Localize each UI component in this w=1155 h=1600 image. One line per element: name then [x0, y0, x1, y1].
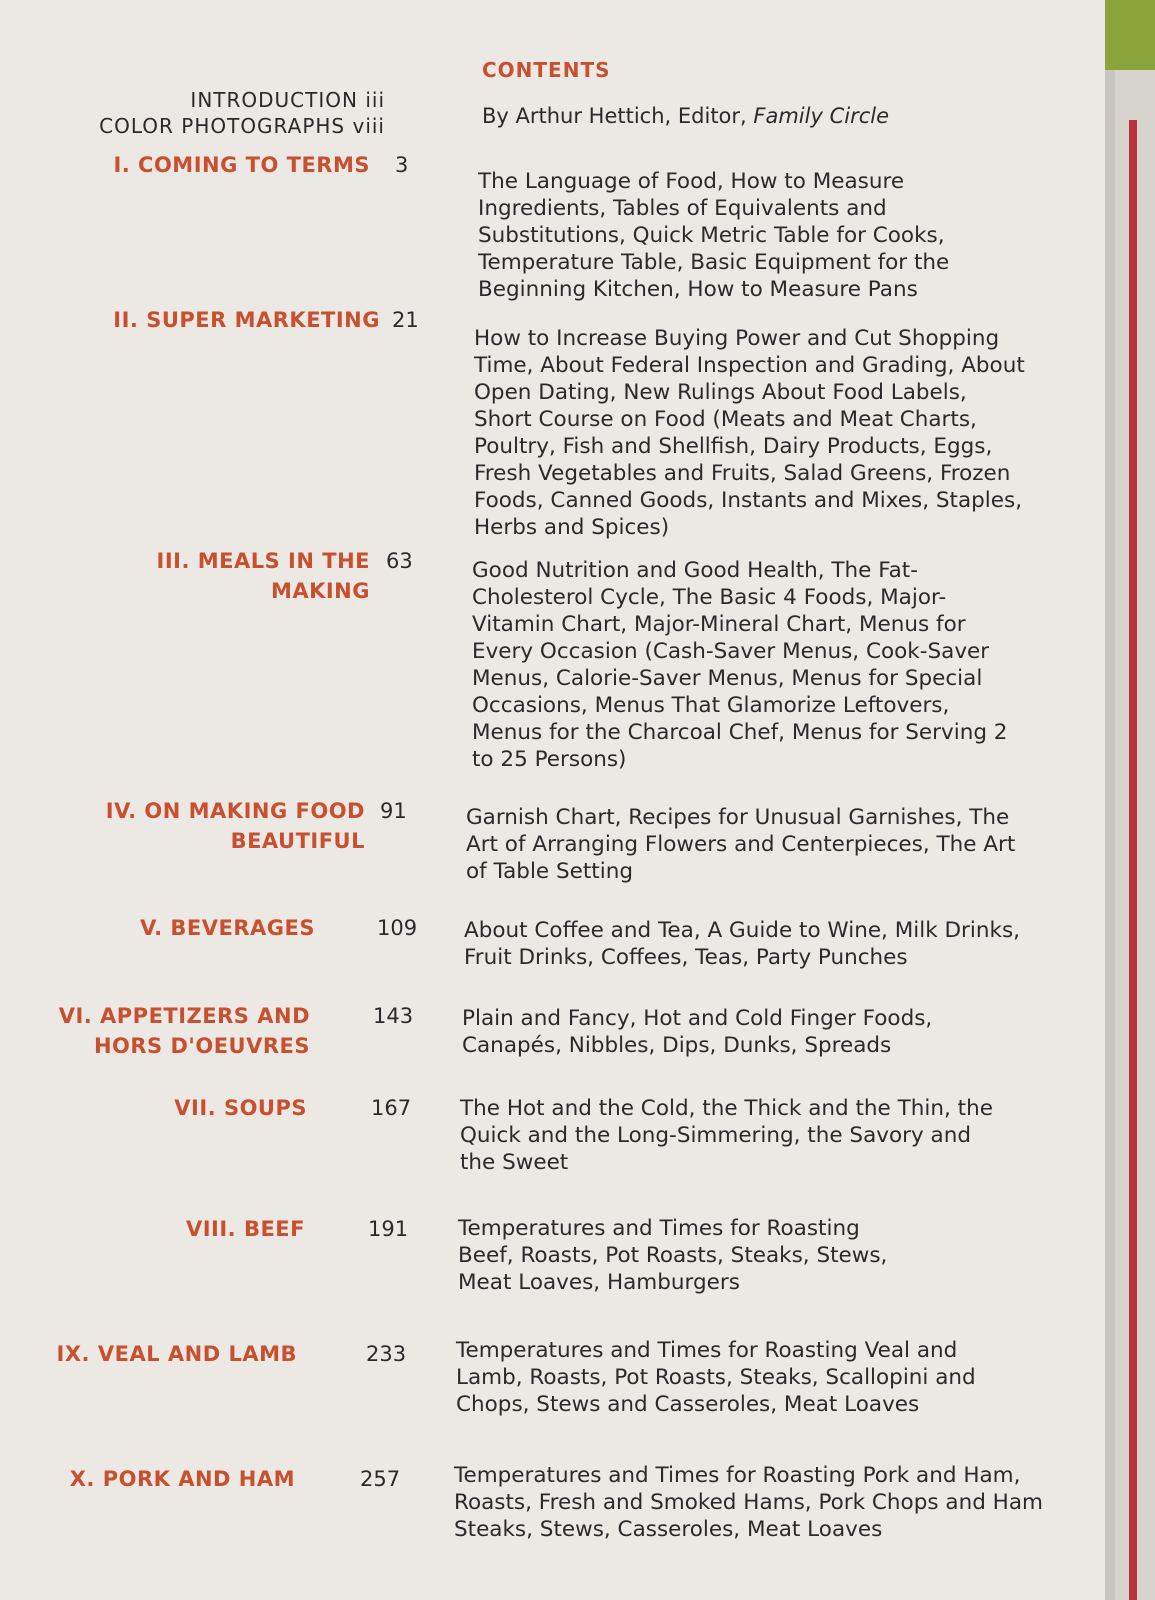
chapter-description: Garnish Chart, Recipes for Unusual Garnishes, The Art of Arranging Flowers and Centerpieces, The Art of Table Setting: [466, 805, 1016, 884]
chapter-page: 21: [392, 308, 419, 332]
chapter-page: 109: [377, 916, 418, 940]
chapter-page: 257: [360, 1467, 401, 1491]
chapter-title: VII. SOUPS: [174, 1096, 307, 1120]
chapter-title: III. MEALS IN THE MAKING: [156, 549, 370, 603]
chapter-title: IX. VEAL AND LAMB: [56, 1342, 297, 1366]
chapter-title: X. PORK AND HAM: [69, 1467, 295, 1491]
chapter-description: Temperatures and Times for Roasting Pork and Ham, Roasts, Fresh and Smoked Hams, Pork Chops and Ham Steaks, Stews, Casseroles, Meat Loaves: [454, 1463, 1043, 1542]
chapter-title: VI. APPETIZERS AND HORS D'OEUVRES: [58, 1004, 310, 1058]
front-matter-color-photographs: COLOR PHOTOGRAPHS viii: [99, 114, 385, 138]
chapter-page: 143: [373, 1004, 414, 1028]
book-spine: [1129, 120, 1137, 1600]
front-matter-introduction: INTRODUCTION iii: [190, 88, 385, 112]
chapter-title: VIII. BEEF: [185, 1217, 305, 1241]
chapter-description: How to Increase Buying Power and Cut Shopping Time, About Federal Inspection and Grading, About Open Dating, New Rulings About Food Labels, Short Course on Food (Meats and Meat Charts, Poultry, Fish and Shellfish, Dairy Products, Eggs, Fresh Vegetables and Fruits, Salad Greens, Frozen Foods, Canned Goods, Instants and Mixes, Staples, Herbs and Spices): [474, 326, 1025, 540]
chapter-description: About Coffee and Tea, A Guide to Wine, Milk Drinks, Fruit Drinks, Coffees, Teas, Party Punches: [464, 918, 1020, 970]
contents-heading: CONTENTS: [482, 58, 611, 82]
chapter-title: II. SUPER MARKETING: [113, 308, 380, 332]
chapter-description: The Hot and the Cold, the Thick and the Thin, the Quick and the Long-Simmering, the Savory and the Sweet: [460, 1096, 993, 1175]
chapter-description: Temperatures and Times for Roasting Veal and Lamb, Roasts, Pot Roasts, Steaks, Scallopini and Chops, Stews and Casseroles, Meat Loaves: [456, 1338, 976, 1417]
chapter-page: 91: [380, 799, 407, 823]
chapter-title: IV. ON MAKING FOOD BEAUTIFUL: [105, 799, 365, 853]
chapter-page: 167: [371, 1096, 412, 1120]
chapter-page: 191: [368, 1217, 409, 1241]
chapter-description: The Language of Food, How to Measure Ingredients, Tables of Equivalents and Substitutions, Quick Metric Table for Cooks, Temperature Table, Basic Equipment for the Beginning Kitchen, How to Measure Pans: [478, 169, 950, 302]
chapter-description: Plain and Fancy, Hot and Cold Finger Foods, Canapés, Nibbles, Dips, Dunks, Spreads: [462, 1006, 933, 1058]
chapter-page: 233: [366, 1342, 407, 1366]
chapter-description: Good Nutrition and Good Health, The Fat-Cholesterol Cycle, The Basic 4 Foods, Major-Vitamin Chart, Major-Mineral Chart, Menus for Every Occasion (Cash-Saver Menus, Cook-Saver Menus, Calorie-Saver Menus, Menus for Special Occasions, Menus That Glamorize Leftovers, Menus for the Charcoal Chef, Menus for Serving 2 to 25 Persons): [472, 558, 1008, 772]
chapter-title: I. COMING TO TERMS: [113, 153, 370, 177]
chapter-page: 63: [386, 549, 413, 573]
chapter-title: V. BEVERAGES: [140, 916, 315, 940]
editor-byline: By Arthur Hettich, Editor, Family Circle: [482, 104, 889, 128]
chapter-description: Temperatures and Times for Roasting Beef, Roasts, Pot Roasts, Steaks, Stews, Meat Loaves, Hamburgers: [458, 1216, 888, 1295]
chapter-page: 3: [395, 153, 409, 177]
